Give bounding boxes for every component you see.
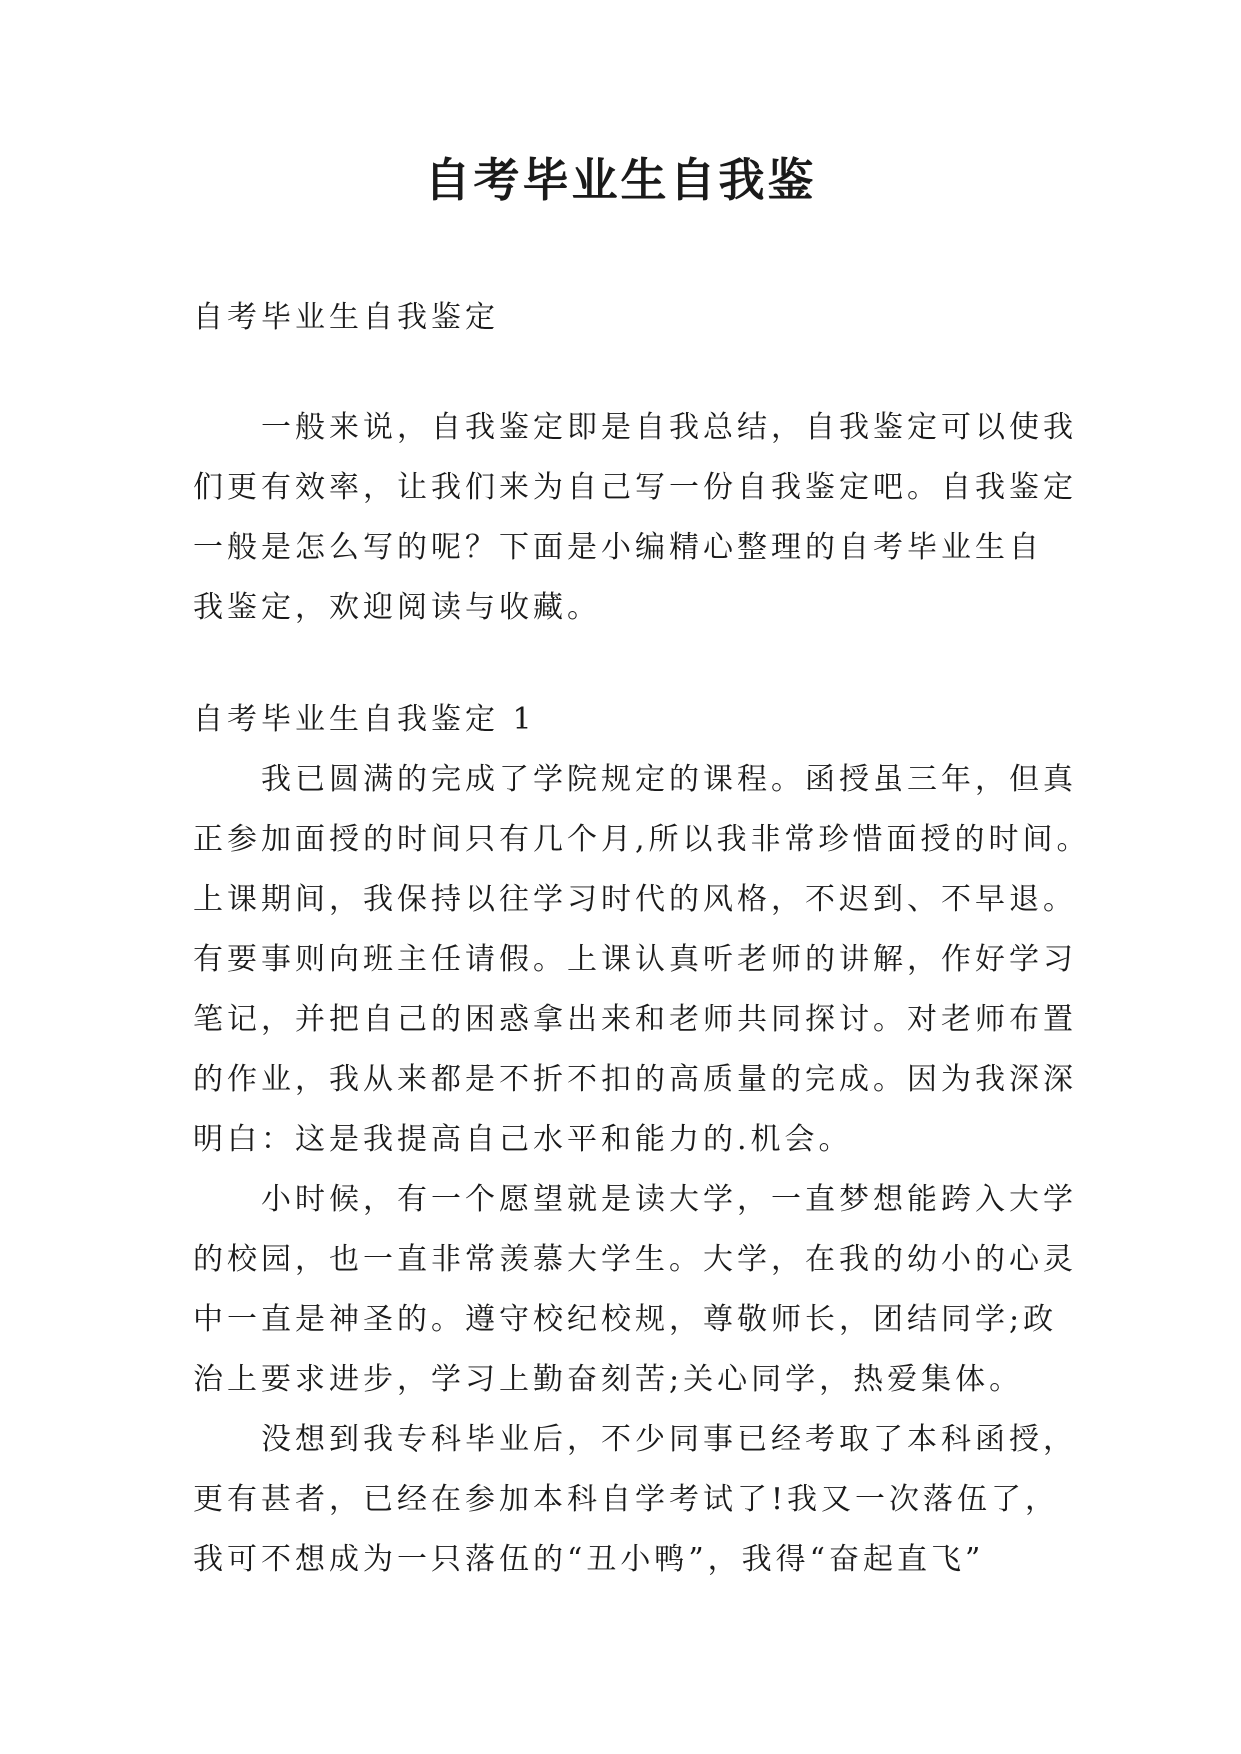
paragraph-3-line: 我可不想成为一只落伍的“丑小鸭”，我得“奋起直飞” <box>193 1542 985 1577</box>
paragraph-1-line: 笔记，并把自己的困惑拿出来和老师共同探讨。对老师布置 <box>193 1002 1077 1037</box>
intro-paragraph <box>193 398 1077 638</box>
section-1 <box>193 690 1091 1590</box>
paragraph-1-line: 有要事则向班主任请假。上课认真听老师的讲解，作好学习 <box>193 942 1077 977</box>
paragraph-1-line: 我已圆满的完成了学院规定的课程。函授虽三年，但真 <box>261 762 1077 797</box>
paragraph-1-line: 明白：这是我提高自己水平和能力的.机会。 <box>193 1122 853 1157</box>
paragraph-3-line: 没想到我专科毕业后，不少同事已经考取了本科函授， <box>261 1422 1077 1457</box>
paragraph-1-line: 正参加面授的时间只有几个月,所以我非常珍惜面授的时间。 <box>193 822 1091 857</box>
paragraph-2-line: 的校园，也一直非常羡慕大学生。大学，在我的幼小的心灵 <box>193 1242 1077 1277</box>
intro-line: 我鉴定，欢迎阅读与收藏。 <box>193 590 601 625</box>
paragraph-2-line: 治上要求进步，学习上勤奋刻苦;关心同学，热爱集体。 <box>193 1362 1024 1397</box>
section-heading: 自考毕业生自我鉴定 1 <box>193 702 536 737</box>
paragraph-1-line: 上课期间，我保持以往学习时代的风格，不迟到、不早退。 <box>193 882 1077 917</box>
paragraph-3-line: 更有甚者，已经在参加本科自学考试了!我又一次落伍了， <box>193 1482 1060 1517</box>
intro-line: 一般是怎么写的呢？下面是小编精心整理的自考毕业生自 <box>193 530 1043 565</box>
paragraph-2-line: 小时候，有一个愿望就是读大学，一直梦想能跨入大学 <box>261 1182 1077 1217</box>
document-subtitle <box>193 288 1063 348</box>
document-title: 自考毕业生自我鉴 <box>424 153 817 207</box>
paragraph-1-line: 的作业，我从来都是不折不扣的高质量的完成。因为我深深 <box>193 1062 1077 1097</box>
intro-line: 一般来说，自我鉴定即是自我总结，自我鉴定可以使我 <box>261 410 1077 445</box>
subtitle-line: 自考毕业生自我鉴定 <box>193 300 499 335</box>
paragraph-2-line: 中一直是神圣的。遵守校纪校规，尊敬师长，团结同学;政 <box>193 1302 1058 1337</box>
intro-line: 们更有效率，让我们来为自己写一份自我鉴定吧。自我鉴定 <box>193 470 1077 505</box>
